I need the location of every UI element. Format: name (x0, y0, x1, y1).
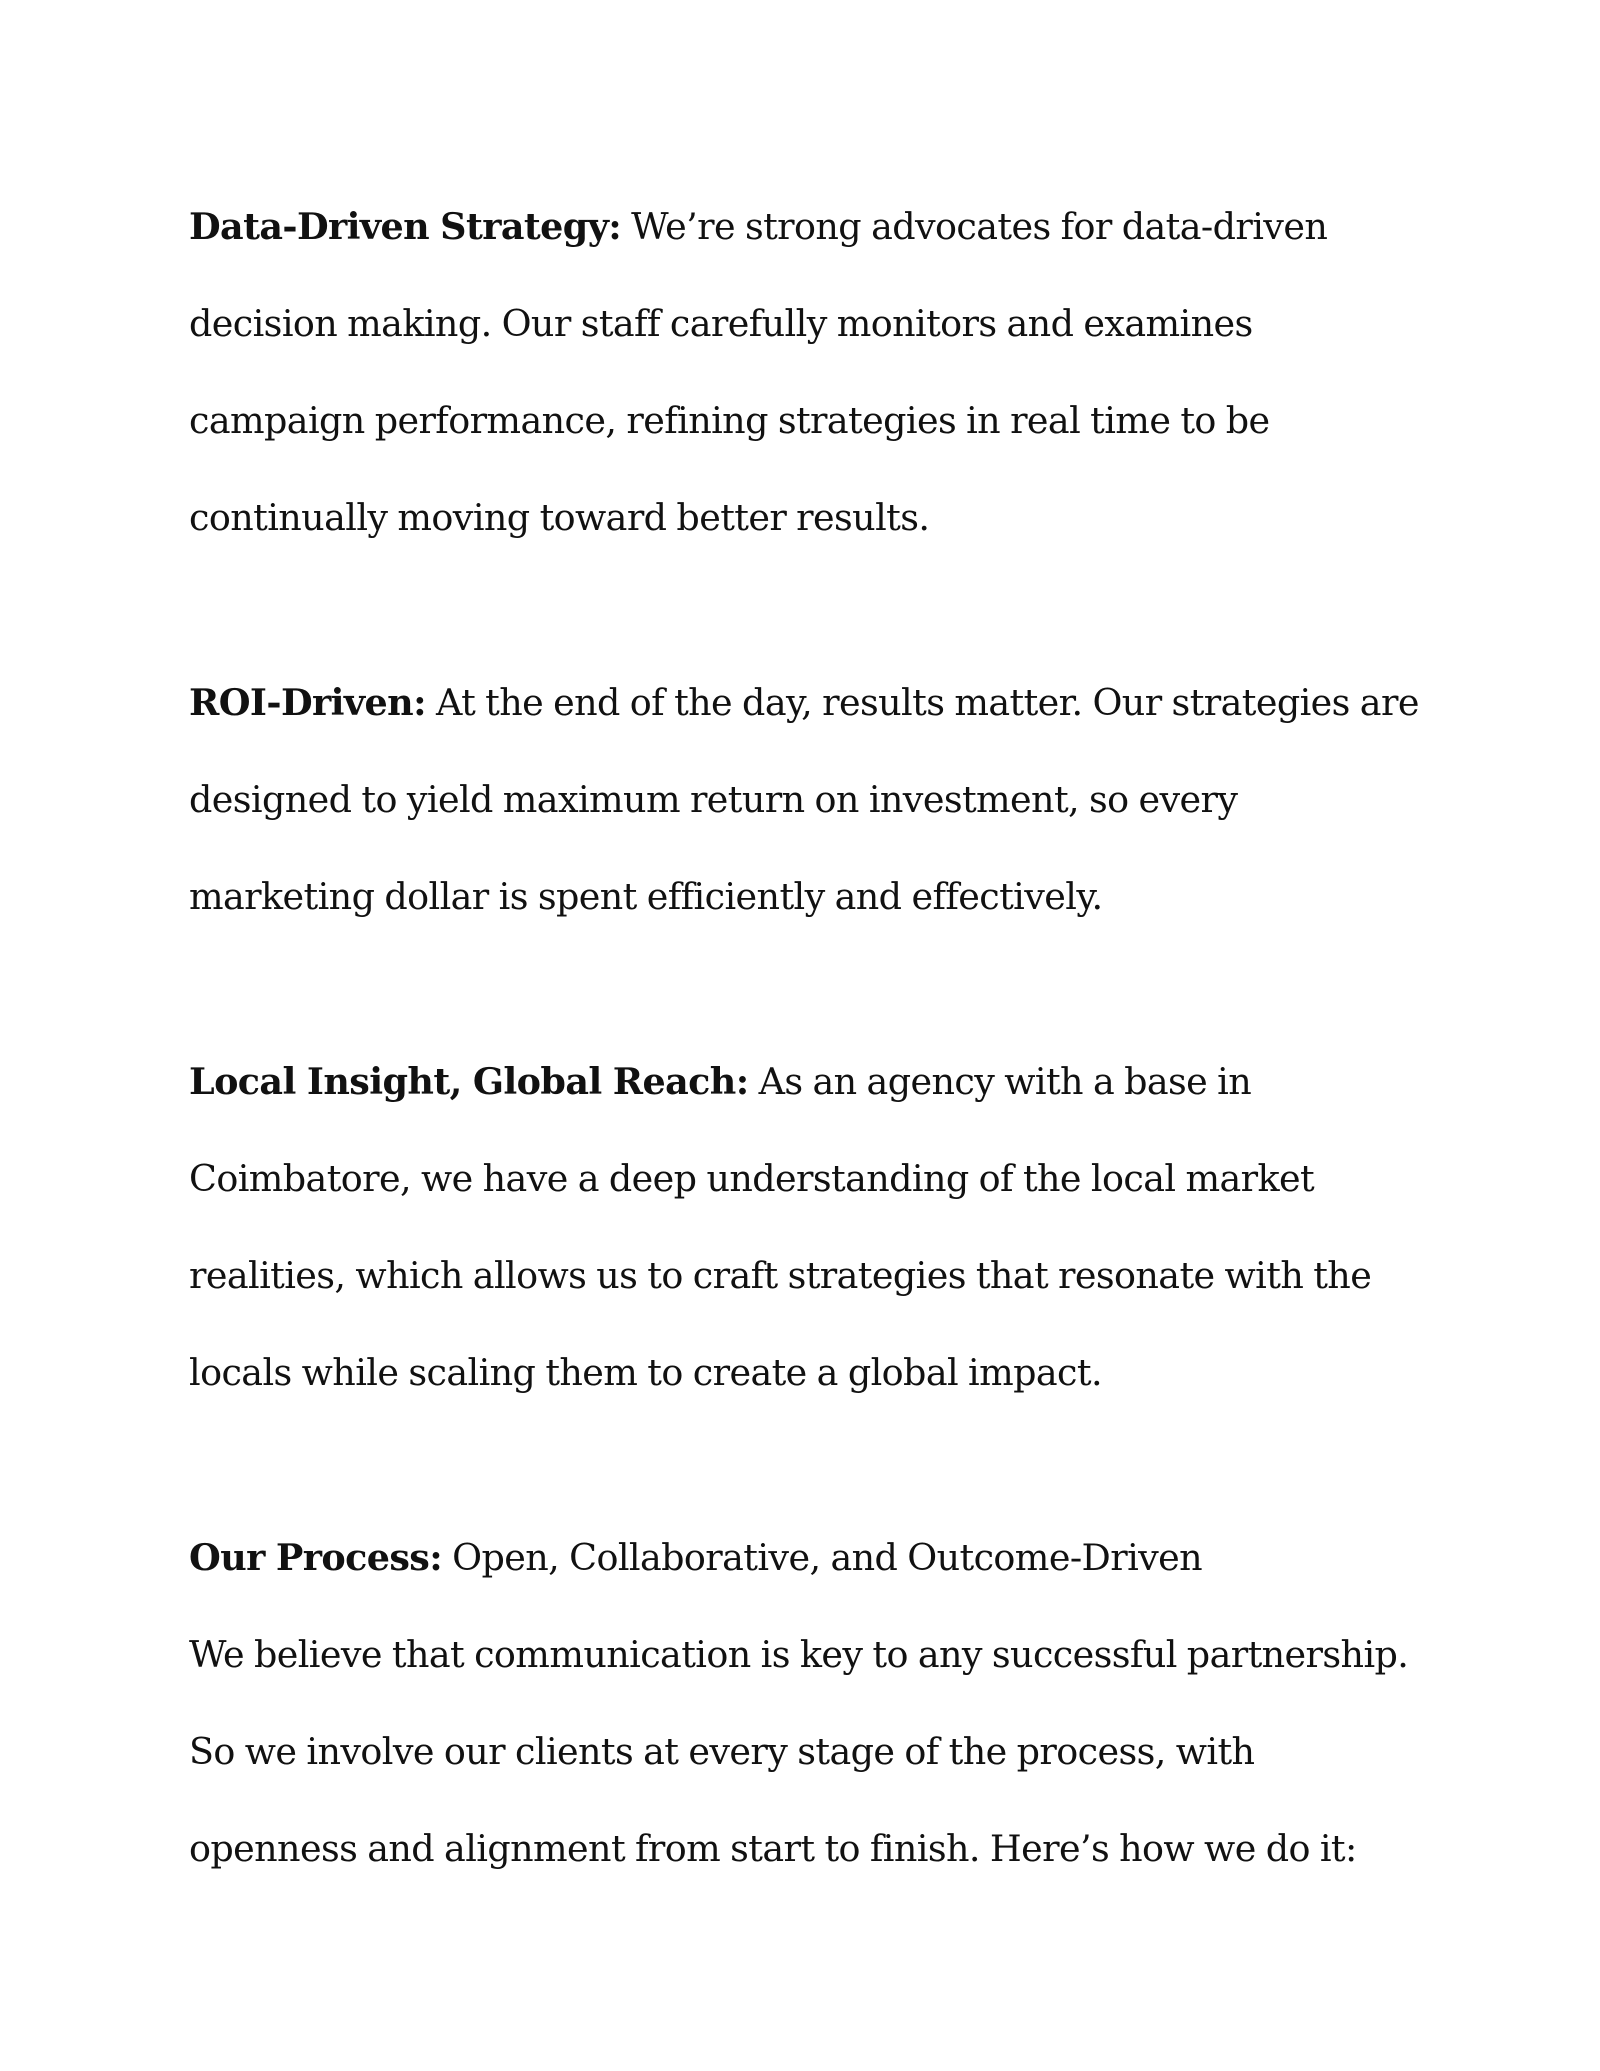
paragraph-body: Open, Collaborative, and Outcome-Driven (442, 1536, 1203, 1579)
paragraph-body: We’re strong advocates for data-driven decision making. Our staff carefully monitors and examines campaign performance, refining strategies in real time to be continually moving toward better results. (189, 205, 1328, 539)
paragraph-heading: Data-Driven Strategy: (189, 205, 622, 248)
paragraph-data-driven-strategy (189, 178, 1429, 566)
paragraph-our-process-followup: We believe that communication is key to any successful partnership. So we involve our clients at every stage of the process, with openness and alignment from start to finish. Here’s how we do it: (189, 1633, 1409, 1870)
paragraph-local-insight-global-reach (189, 1033, 1429, 1421)
paragraph-our-process (189, 1509, 1429, 1606)
paragraph-body: At the end of the day, results matter. Our strategies are designed to yield maximum return on investment, so every marketing dollar is spent efficiently and effectively. (189, 681, 1419, 918)
paragraph-heading: ROI-Driven: (189, 681, 426, 724)
document-content (189, 178, 1429, 1897)
paragraph-roi-driven (189, 654, 1429, 945)
paragraph-heading: Our Process: (189, 1536, 443, 1579)
paragraph-heading: Local Insight, Global Reach: (189, 1060, 749, 1103)
paragraph-body: As an agency with a base in Coimbatore, we have a deep understanding of the local market realities, which allows us to craft strategies that resonate with the locals while scaling them to create a global impact. (189, 1060, 1372, 1394)
